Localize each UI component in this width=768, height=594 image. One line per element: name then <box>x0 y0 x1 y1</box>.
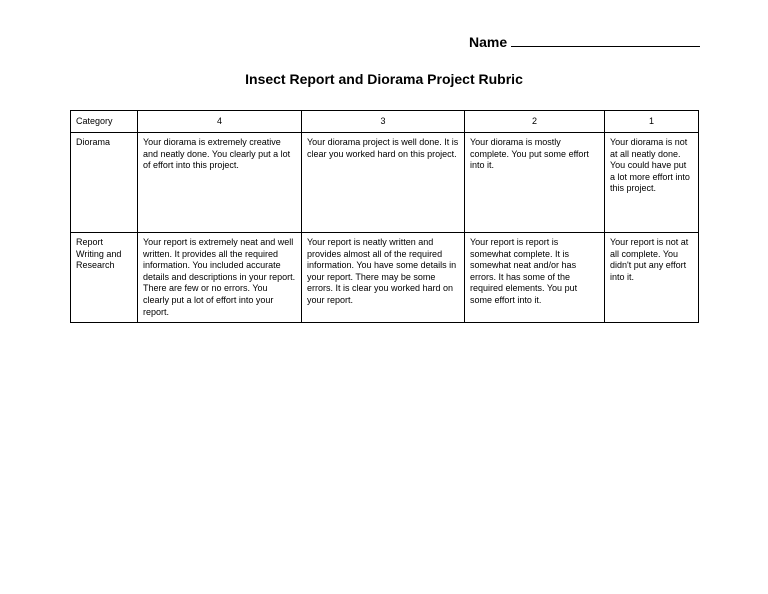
table-header-row <box>71 111 699 133</box>
cell-diorama-4: Your diorama is extremely creative and neatly done. You clearly put a lot of effort into this project. <box>138 133 302 233</box>
cell-diorama-2: Your diorama is mostly complete. You put some effort into it. <box>465 133 605 233</box>
column-header-2: 2 <box>465 111 605 133</box>
category-cell-diorama: Diorama <box>71 133 138 233</box>
cell-report-2: Your report is report is somewhat complete. It is somewhat neat and/or has errors. It has some of the required elements. You put some effort into it. <box>465 233 605 323</box>
category-cell-report: Report Writing and Research <box>71 233 138 323</box>
cell-report-4: Your report is extremely neat and well written. It provides all the required information. You included accurate details and descriptions in your report. There are few or no errors. You clearly put a lot of effort into your report. <box>138 233 302 323</box>
column-header-category: Category <box>71 111 138 133</box>
cell-diorama-1: Your diorama is not at all neatly done. You could have put a lot more effort into this project. <box>605 133 699 233</box>
column-header-3: 3 <box>302 111 465 133</box>
name-label: Name <box>469 34 508 50</box>
table-row-diorama <box>71 133 699 233</box>
table-row-report <box>71 233 699 323</box>
column-header-1: 1 <box>605 111 699 133</box>
name-field[interactable] <box>469 34 700 50</box>
page-title: Insect Report and Diorama Project Rubric <box>245 71 523 87</box>
cell-report-3: Your report is neatly written and provides almost all of the required information. You have some details in your report. There may be some errors. It is clear you worked hard on your report. <box>302 233 465 323</box>
name-blank-line[interactable] <box>511 34 700 47</box>
column-header-4: 4 <box>138 111 302 133</box>
cell-report-1: Your report is not at all complete. You didn't put any effort into it. <box>605 233 699 323</box>
rubric-table <box>70 110 699 323</box>
cell-diorama-3: Your diorama project is well done. It is clear you worked hard on this project. <box>302 133 465 233</box>
